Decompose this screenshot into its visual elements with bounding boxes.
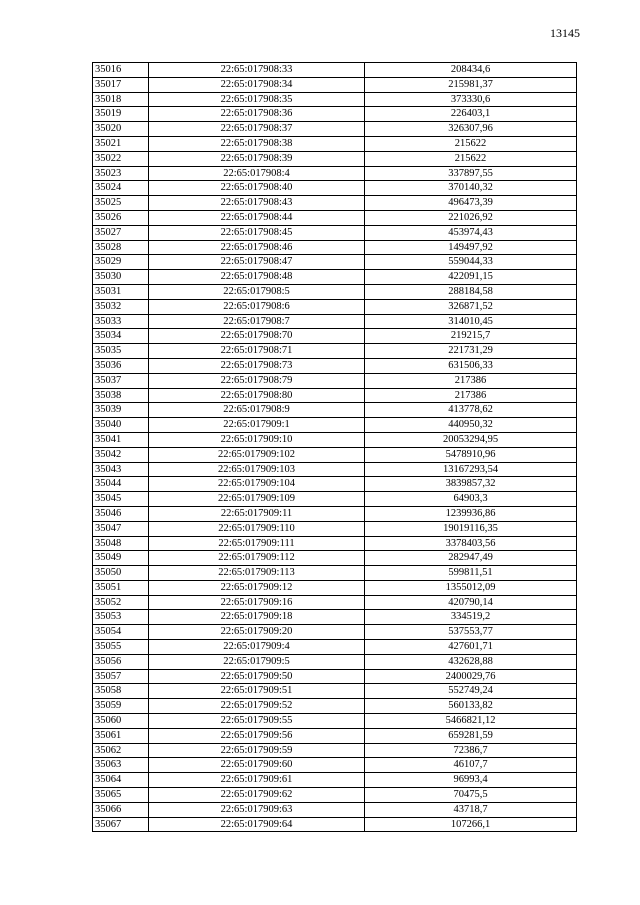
row-number-cell: 35033 <box>93 314 149 329</box>
cadastral-value-cell: 326307,96 <box>365 122 577 137</box>
cadastral-value-cell: 432628,88 <box>365 654 577 669</box>
row-number-cell: 35021 <box>93 136 149 151</box>
table-row <box>93 196 577 211</box>
row-number-cell: 35051 <box>93 580 149 595</box>
cadastral-value-cell: 43718,7 <box>365 802 577 817</box>
row-number-cell: 35054 <box>93 625 149 640</box>
table-body <box>93 63 577 832</box>
cadastral-value-cell: 420790,14 <box>365 595 577 610</box>
cadastral-value-cell: 215622 <box>365 151 577 166</box>
row-number-cell: 35056 <box>93 654 149 669</box>
table-row <box>93 107 577 122</box>
row-number-cell: 35052 <box>93 595 149 610</box>
cadastral-value-cell: 288184,58 <box>365 284 577 299</box>
cadastral-value-cell: 72386,7 <box>365 743 577 758</box>
cadastral-number-cell: 22:65:017909:113 <box>149 566 365 581</box>
row-number-cell: 35037 <box>93 373 149 388</box>
table-row <box>93 580 577 595</box>
cadastral-value-cell: 659281,59 <box>365 728 577 743</box>
table-row <box>93 521 577 536</box>
cadastral-number-cell: 22:65:017909:16 <box>149 595 365 610</box>
cadastral-value-cell: 20053294,95 <box>365 432 577 447</box>
cadastral-value-cell: 599811,51 <box>365 566 577 581</box>
row-number-cell: 35053 <box>93 610 149 625</box>
row-number-cell: 35018 <box>93 92 149 107</box>
cadastral-number-cell: 22:65:017909:56 <box>149 728 365 743</box>
cadastral-number-cell: 22:65:017908:46 <box>149 240 365 255</box>
table-row <box>93 640 577 655</box>
row-number-cell: 35046 <box>93 506 149 521</box>
row-number-cell: 35032 <box>93 299 149 314</box>
cadastral-number-cell: 22:65:017909:50 <box>149 669 365 684</box>
cadastral-number-cell: 22:65:017908:79 <box>149 373 365 388</box>
row-number-cell: 35035 <box>93 344 149 359</box>
table-row <box>93 773 577 788</box>
table-row <box>93 122 577 137</box>
cadastral-number-cell: 22:65:017909:110 <box>149 521 365 536</box>
row-number-cell: 35067 <box>93 817 149 832</box>
cadastral-number-cell: 22:65:017909:109 <box>149 492 365 507</box>
cadastral-value-cell: 96993,4 <box>365 773 577 788</box>
cadastral-value-cell: 219215,7 <box>365 329 577 344</box>
row-number-cell: 35025 <box>93 196 149 211</box>
table-row <box>93 403 577 418</box>
table-row <box>93 506 577 521</box>
row-number-cell: 35048 <box>93 536 149 551</box>
cadastral-number-cell: 22:65:017908:73 <box>149 358 365 373</box>
table-row <box>93 299 577 314</box>
table-row <box>93 373 577 388</box>
cadastral-number-cell: 22:65:017908:34 <box>149 77 365 92</box>
cadastral-value-cell: 537553,77 <box>365 625 577 640</box>
cadastral-value-cell: 2400029,76 <box>365 669 577 684</box>
cadastral-value-cell: 208434,6 <box>365 63 577 78</box>
cadastral-number-cell: 22:65:017908:70 <box>149 329 365 344</box>
cadastral-number-cell: 22:65:017909:1 <box>149 418 365 433</box>
cadastral-value-cell: 1355012,09 <box>365 580 577 595</box>
row-number-cell: 35055 <box>93 640 149 655</box>
cadastral-number-cell: 22:65:017908:5 <box>149 284 365 299</box>
row-number-cell: 35064 <box>93 773 149 788</box>
cadastral-number-cell: 22:65:017908:35 <box>149 92 365 107</box>
cadastral-value-cell: 19019116,35 <box>365 521 577 536</box>
cadastral-value-cell: 440950,32 <box>365 418 577 433</box>
cadastral-value-cell: 217386 <box>365 373 577 388</box>
table-row <box>93 255 577 270</box>
cadastral-number-cell: 22:65:017909:63 <box>149 802 365 817</box>
cadastral-number-cell: 22:65:017909:12 <box>149 580 365 595</box>
cadastral-number-cell: 22:65:017909:60 <box>149 758 365 773</box>
table-row <box>93 743 577 758</box>
row-number-cell: 35063 <box>93 758 149 773</box>
cadastral-number-cell: 22:65:017908:45 <box>149 225 365 240</box>
row-number-cell: 35040 <box>93 418 149 433</box>
cadastral-number-cell: 22:65:017908:33 <box>149 63 365 78</box>
cadastral-value-cell: 46107,7 <box>365 758 577 773</box>
cadastral-value-cell: 560133,82 <box>365 699 577 714</box>
table-row <box>93 432 577 447</box>
row-number-cell: 35031 <box>93 284 149 299</box>
table-row <box>93 151 577 166</box>
cadastral-number-cell: 22:65:017909:59 <box>149 743 365 758</box>
table-row <box>93 595 577 610</box>
cadastral-value-cell: 215622 <box>365 136 577 151</box>
cadastral-value-cell: 1239936,86 <box>365 506 577 521</box>
cadastral-number-cell: 22:65:017908:4 <box>149 166 365 181</box>
cadastral-number-cell: 22:65:017908:40 <box>149 181 365 196</box>
cadastral-value-cell: 5466821,12 <box>365 714 577 729</box>
row-number-cell: 35017 <box>93 77 149 92</box>
cadastral-number-cell: 22:65:017909:5 <box>149 654 365 669</box>
cadastral-value-cell: 3378403,56 <box>365 536 577 551</box>
cadastral-number-cell: 22:65:017908:48 <box>149 270 365 285</box>
row-number-cell: 35028 <box>93 240 149 255</box>
row-number-cell: 35045 <box>93 492 149 507</box>
row-number-cell: 35041 <box>93 432 149 447</box>
table-row <box>93 166 577 181</box>
cadastral-value-cell: 217386 <box>365 388 577 403</box>
cadastral-number-cell: 22:65:017909:52 <box>149 699 365 714</box>
cadastral-number-cell: 22:65:017909:51 <box>149 684 365 699</box>
table-row <box>93 551 577 566</box>
cadastral-value-cell: 631506,33 <box>365 358 577 373</box>
table-row <box>93 492 577 507</box>
row-number-cell: 35059 <box>93 699 149 714</box>
cadastral-value-cell: 496473,39 <box>365 196 577 211</box>
row-number-cell: 35023 <box>93 166 149 181</box>
cadastral-number-cell: 22:65:017908:6 <box>149 299 365 314</box>
row-number-cell: 35066 <box>93 802 149 817</box>
table-row <box>93 314 577 329</box>
row-number-cell: 35050 <box>93 566 149 581</box>
table-row <box>93 654 577 669</box>
row-number-cell: 35039 <box>93 403 149 418</box>
row-number-cell: 35030 <box>93 270 149 285</box>
cadastral-value-table <box>92 62 577 832</box>
cadastral-value-cell: 413778,62 <box>365 403 577 418</box>
page-number: 13145 <box>550 26 580 40</box>
table-row <box>93 270 577 285</box>
row-number-cell: 35043 <box>93 462 149 477</box>
table-row <box>93 802 577 817</box>
row-number-cell: 35034 <box>93 329 149 344</box>
cadastral-number-cell: 22:65:017908:47 <box>149 255 365 270</box>
table-row <box>93 625 577 640</box>
row-number-cell: 35026 <box>93 210 149 225</box>
cadastral-value-cell: 5478910,96 <box>365 447 577 462</box>
cadastral-value-cell: 453974,43 <box>365 225 577 240</box>
cadastral-number-cell: 22:65:017908:71 <box>149 344 365 359</box>
cadastral-number-cell: 22:65:017909:111 <box>149 536 365 551</box>
row-number-cell: 35036 <box>93 358 149 373</box>
row-number-cell: 35065 <box>93 788 149 803</box>
row-number-cell: 35047 <box>93 521 149 536</box>
table-row <box>93 536 577 551</box>
cadastral-value-cell: 337897,55 <box>365 166 577 181</box>
cadastral-number-cell: 22:65:017909:4 <box>149 640 365 655</box>
row-number-cell: 35062 <box>93 743 149 758</box>
table-row <box>93 77 577 92</box>
cadastral-value-cell: 221731,29 <box>365 344 577 359</box>
cadastral-value-cell: 215981,37 <box>365 77 577 92</box>
cadastral-number-cell: 22:65:017908:80 <box>149 388 365 403</box>
cadastral-value-cell: 107266,1 <box>365 817 577 832</box>
table-row <box>93 566 577 581</box>
table-row <box>93 788 577 803</box>
table-row <box>93 92 577 107</box>
table-row <box>93 714 577 729</box>
row-number-cell: 35058 <box>93 684 149 699</box>
cadastral-number-cell: 22:65:017909:102 <box>149 447 365 462</box>
cadastral-number-cell: 22:65:017909:55 <box>149 714 365 729</box>
cadastral-value-cell: 422091,15 <box>365 270 577 285</box>
cadastral-number-cell: 22:65:017909:112 <box>149 551 365 566</box>
cadastral-number-cell: 22:65:017909:104 <box>149 477 365 492</box>
cadastral-value-cell: 559044,33 <box>365 255 577 270</box>
cadastral-number-cell: 22:65:017908:9 <box>149 403 365 418</box>
table-row <box>93 225 577 240</box>
cadastral-value-cell: 373330,6 <box>365 92 577 107</box>
row-number-cell: 35044 <box>93 477 149 492</box>
cadastral-value-cell: 427601,71 <box>365 640 577 655</box>
row-number-cell: 35057 <box>93 669 149 684</box>
row-number-cell: 35022 <box>93 151 149 166</box>
cadastral-number-cell: 22:65:017908:44 <box>149 210 365 225</box>
table-row <box>93 669 577 684</box>
cadastral-value-cell: 282947,49 <box>365 551 577 566</box>
table-row <box>93 447 577 462</box>
table-row <box>93 728 577 743</box>
table-row <box>93 284 577 299</box>
table-row <box>93 388 577 403</box>
cadastral-number-cell: 22:65:017908:7 <box>149 314 365 329</box>
table-row <box>93 684 577 699</box>
cadastral-number-cell: 22:65:017908:38 <box>149 136 365 151</box>
cadastral-value-cell: 221026,92 <box>365 210 577 225</box>
cadastral-number-cell: 22:65:017909:20 <box>149 625 365 640</box>
cadastral-value-cell: 370140,32 <box>365 181 577 196</box>
cadastral-number-cell: 22:65:017908:43 <box>149 196 365 211</box>
cadastral-number-cell: 22:65:017909:62 <box>149 788 365 803</box>
table-row <box>93 344 577 359</box>
cadastral-value-cell: 334519,2 <box>365 610 577 625</box>
table-row <box>93 477 577 492</box>
cadastral-number-cell: 22:65:017909:11 <box>149 506 365 521</box>
cadastral-value-cell: 64903,3 <box>365 492 577 507</box>
cadastral-value-cell: 3839857,32 <box>365 477 577 492</box>
cadastral-value-cell: 552749,24 <box>365 684 577 699</box>
cadastral-value-cell: 326871,52 <box>365 299 577 314</box>
table-row <box>93 699 577 714</box>
row-number-cell: 35016 <box>93 63 149 78</box>
cadastral-number-cell: 22:65:017909:64 <box>149 817 365 832</box>
cadastral-number-cell: 22:65:017909:18 <box>149 610 365 625</box>
row-number-cell: 35029 <box>93 255 149 270</box>
cadastral-value-cell: 314010,45 <box>365 314 577 329</box>
row-number-cell: 35024 <box>93 181 149 196</box>
table-row <box>93 240 577 255</box>
row-number-cell: 35060 <box>93 714 149 729</box>
table-row <box>93 210 577 225</box>
table-row <box>93 63 577 78</box>
row-number-cell: 35019 <box>93 107 149 122</box>
table-row <box>93 418 577 433</box>
table-row <box>93 462 577 477</box>
row-number-cell: 35027 <box>93 225 149 240</box>
table-row <box>93 136 577 151</box>
cadastral-number-cell: 22:65:017909:10 <box>149 432 365 447</box>
row-number-cell: 35020 <box>93 122 149 137</box>
table-row <box>93 817 577 832</box>
table-row <box>93 758 577 773</box>
cadastral-value-cell: 149497,92 <box>365 240 577 255</box>
cadastral-number-cell: 22:65:017908:36 <box>149 107 365 122</box>
row-number-cell: 35038 <box>93 388 149 403</box>
table-row <box>93 181 577 196</box>
row-number-cell: 35049 <box>93 551 149 566</box>
row-number-cell: 35061 <box>93 728 149 743</box>
cadastral-number-cell: 22:65:017908:39 <box>149 151 365 166</box>
cadastral-value-cell: 13167293,54 <box>365 462 577 477</box>
table-row <box>93 358 577 373</box>
cadastral-value-cell: 70475,5 <box>365 788 577 803</box>
cadastral-value-cell: 226403,1 <box>365 107 577 122</box>
cadastral-number-cell: 22:65:017909:103 <box>149 462 365 477</box>
row-number-cell: 35042 <box>93 447 149 462</box>
cadastral-number-cell: 22:65:017909:61 <box>149 773 365 788</box>
cadastral-number-cell: 22:65:017908:37 <box>149 122 365 137</box>
table-row <box>93 329 577 344</box>
table-row <box>93 610 577 625</box>
